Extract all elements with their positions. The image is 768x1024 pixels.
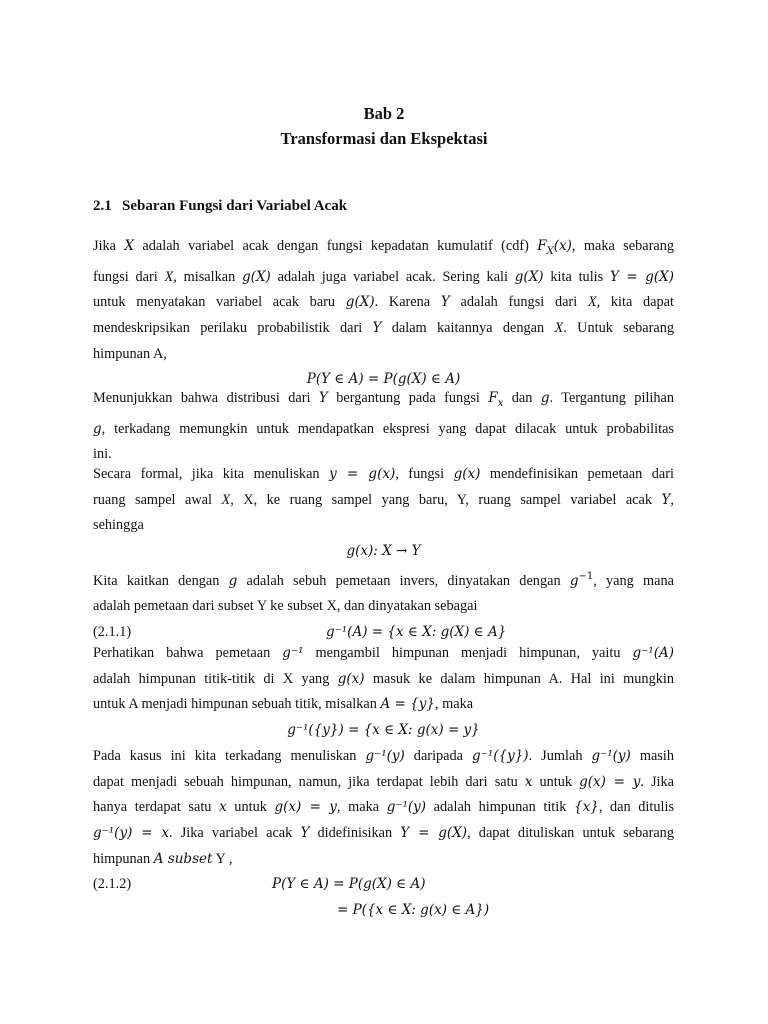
text-line: himpunan A subset Y ,	[93, 850, 233, 867]
section-number: 2.1	[93, 198, 112, 214]
equation-4: g⁻¹({y}) = {x ∈ X: g(x) = y}	[287, 722, 480, 739]
text-line: dapat menjadi sebuah himpunan, namun, jika terdapat lebih dari satu x untuk g(x) = y. Jika	[93, 773, 674, 790]
text-line: adalah pemetaan dari subset Y ke subset X, dan dinyatakan sebagai	[93, 598, 478, 615]
equation-5	[93, 872, 674, 923]
text-line: g, terkadang memungkin untuk mendapatkan ekspresi yang dapat dilacak untuk probabilitas	[93, 420, 674, 437]
text-line: hanya terdapat satu x untuk g(x) = y, maka g⁻¹(y) adalah himpunan titik {x}, dan ditulis	[93, 799, 675, 816]
paragraph-6	[93, 744, 674, 873]
equation-1: P(Y ∈ A) = P(g(X) ∈ A)	[306, 371, 461, 388]
equation-label: (2.1.2)	[93, 876, 132, 892]
paragraph-5	[93, 641, 674, 744]
text-line: Menunjukkan bahwa distribusi dari Y bergantung pada fungsi $F_x$ dan g. Tergantung pilihan	[93, 390, 674, 409]
text-line: Perhatikan bahwa pemetaan g⁻¹ mengambil himpunan menjadi himpunan, yaitu g⁻¹(A)	[93, 645, 674, 661]
paragraph-1	[93, 234, 674, 393]
text-line: fungsi dari X, misalkan g(X) adalah juga variabel acak. Sering kali g(X) kita tulis Y = g(X)	[93, 268, 675, 285]
chapter-heading: Bab 2	[363, 104, 405, 123]
paragraph-3	[93, 462, 674, 565]
text-line: untuk menyatakan variabel acak baru g(X). Karena Y adalah fungsi dari X, kita dapat	[93, 294, 674, 311]
section-heading	[93, 198, 347, 215]
text-line: Kita kaitkan dengan g adalah sebuh pemetaan invers, dinyatakan dengan $g^{-1}$, yang mana	[93, 571, 674, 589]
equation-2: g(x): X → Y	[346, 543, 421, 560]
text-line: sehingga	[93, 517, 144, 534]
section-title: Sebaran Fungsi dari Variabel Acak	[122, 198, 348, 214]
text-line: Jika X adalah variabel acak dengan fungsi kepadatan kumulatif (cdf) $F_X(x)$, maka sebarang	[93, 238, 674, 257]
paragraph-4	[93, 564, 674, 646]
text-line: himpunan A,	[93, 345, 167, 362]
text-line: ini.	[93, 446, 112, 463]
text-line: untuk A menjadi himpunan sebuah titik, misalkan A = {y}, maka	[93, 696, 474, 713]
equation-label: (2.1.1)	[93, 624, 132, 641]
text-line: g⁻¹(y) = x. Jika variabel acak Y didefinisikan Y = g(X), dapat dituliskan untuk sebarang	[93, 825, 674, 842]
text-line: Secara formal, jika kita menuliskan y = g(x), fungsi g(x) mendefinisikan pemetaan dari	[93, 466, 674, 482]
equation-line-2: = P({x ∈ X: g(x) ∈ A})	[337, 901, 490, 918]
equation-line-1: P(Y ∈ A) = P(g(X) ∈ A)	[272, 876, 426, 892]
text-line: Pada kasus ini kita terkadang menuliskan g⁻¹(y) daripada g⁻¹({y}). Jumlah g⁻¹(y) masih	[93, 748, 674, 764]
chapter-title: Transformasi dan Ekspektasi	[280, 129, 488, 148]
equation-expression: g⁻¹(A) = {x ∈ X: g(X) ∈ A}	[326, 624, 507, 641]
text-line: mendeskripsikan perilaku probabilistik dari Y dalam kaitannya dengan X. Untuk sebarang	[93, 319, 674, 336]
text-line: ruang sampel awal X, X, ke ruang sampel yang baru, Y, ruang sampel variabel acak Y,	[93, 491, 674, 508]
paragraph-2	[93, 386, 674, 468]
text-line: adalah himpunan titik-titik di X yang g(x) masuk ke dalam himpunan A. Hal ini mungkin	[93, 670, 674, 687]
